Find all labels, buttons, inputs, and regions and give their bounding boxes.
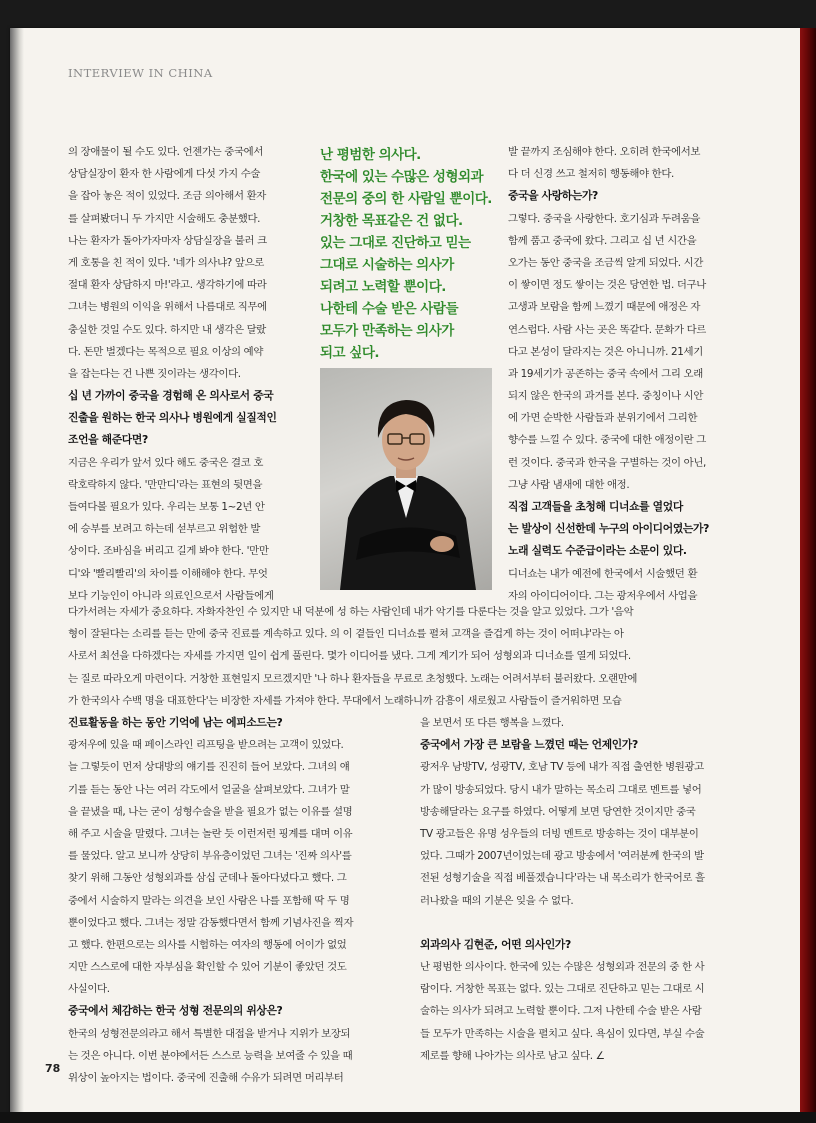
right-column-question: 직접 고객들을 초청해 디너쇼를 열었다 bbox=[508, 500, 683, 513]
left-column-line: 그녀는 병원의 이익을 위해서 나름대로 직무에 bbox=[68, 301, 267, 314]
right-lower-line: 술하는 의사가 되려고 노력할 뿐이다. 그저 나한테 수술 받은 사람 bbox=[420, 1005, 702, 1018]
adjacent-page-edge bbox=[800, 28, 816, 1123]
left-lower-line: 지만 스스로에 대한 자부심을 확인할 수 있어 기분이 좋았던 것도 bbox=[68, 961, 347, 974]
left-lower-line: 를 물었다. 알고 보니까 상당히 부유층이었던 그녀는 '진짜 의사'를 bbox=[68, 850, 352, 863]
page-number: 78 bbox=[45, 1062, 61, 1075]
right-column-line: 그렇다. 중국을 사랑한다. 호기심과 두려움을 bbox=[508, 212, 701, 225]
right-column-question: 중국을 사랑하는가? bbox=[508, 189, 598, 203]
left-column-line: 의 장애물이 될 수도 있다. 언젠가는 중국에서 bbox=[68, 146, 264, 158]
right-column-line: 디너쇼는 내가 예전에 한국에서 시술했던 환 bbox=[508, 567, 698, 580]
left-column-line: 나는 환자가 돌아가자마자 상담실장을 불러 크 bbox=[68, 234, 267, 247]
pull-quote-line: 전문의 중의 한 사람일 뿐이다. bbox=[320, 191, 492, 207]
left-lower-line: 위상이 높아지는 법이다. 중국에 진출해 수유가 되려면 머리부터 bbox=[68, 1072, 344, 1084]
right-column-lower bbox=[420, 712, 760, 1067]
right-lower-question: 중국에서 가장 큰 보람을 느꼈던 때는 언제인가? bbox=[420, 738, 638, 752]
right-lower-line: 난 평범한 의사이다. 한국에 있는 수많은 성형외과 전문의 중 한 사 bbox=[420, 961, 705, 974]
left-column-line: 락호락하지 않다. '만만디'라는 표현의 뒷면을 bbox=[68, 478, 263, 491]
pull-quote-line: 모두가 만족하는 의사가 bbox=[320, 323, 454, 339]
binding-shadow bbox=[10, 28, 24, 1118]
right-column-question: 노래 실력도 수준급이라는 소문이 있다. bbox=[508, 544, 687, 558]
left-column-line: 디'와 '빨리빨리'의 차이를 이해해야 한다. 무엇 bbox=[68, 567, 268, 580]
right-column-line: 에 가면 순박한 사람들과 분위기에서 그리한 bbox=[508, 412, 698, 425]
left-lower-line: 는 것은 아니다. 이번 분야에서든 스스로 능력을 보여줄 수 있을 때 bbox=[68, 1049, 353, 1062]
pull-quote-line: 난 평범한 의사다. bbox=[320, 147, 421, 163]
left-lower-line: 찾기 위해 그동안 성형외과를 삼십 군데나 돌아다녔다고 했다. 그 bbox=[68, 872, 347, 885]
right-column-line: 발 끝까지 조심해야 한다. 오히려 한국에서보 bbox=[508, 146, 701, 158]
wide-block-line: 사로서 최선을 다하겠다는 자세를 가지면 일이 쉽게 풀린다. 몇가 이디어를 냈다. 그게 계기가 되어 성형외과 디너쇼를 열게 되었다. bbox=[68, 650, 631, 663]
pull-quote-line: 한국에 있는 수많은 성형외과 bbox=[320, 169, 484, 185]
left-column-line: 지금은 우리가 앞서 있다 해도 중국은 결코 호 bbox=[68, 456, 264, 469]
right-lower-line: 제로를 향해 나아가는 의사로 남고 싶다. ∠ bbox=[420, 1049, 605, 1062]
right-column-line: 함께 품고 중국에 왔다. 그리고 십 년 시간을 bbox=[508, 234, 697, 247]
wide-block-line: 가 한국의사 수백 명을 대표한다'는 비장한 자세를 가져야 한다. 무대에서 노래하니까 감흥이 새로웠고 사람들이 즐거워하면 모습 bbox=[68, 694, 622, 707]
left-lower-line: 을 끝냈을 때, 나는 굳이 성형수술을 받을 필요가 없는 이유를 설명 bbox=[68, 805, 353, 818]
interviewee-photo bbox=[320, 368, 492, 590]
left-column-line: 절대 환자 상담하지 마!'라고. 생각하기에 따라 bbox=[68, 279, 267, 292]
wide-block-line: 형이 잘된다는 소리를 듣는 만에 중국 진료를 계속하고 있다. 의 이 곁들인 디너쇼를 펼쳐 고객을 즐겁게 하는 것이 어떠냐'라는 아 bbox=[68, 628, 624, 641]
wide-block bbox=[68, 601, 748, 712]
left-lower-line: 광저우에 있을 때 페이스라인 리프팅을 받으려는 고객이 있었다. bbox=[68, 739, 344, 752]
left-lower-line: 고 했다. 한편으로는 의사를 시험하는 여자의 행동에 어이가 없었 bbox=[68, 938, 347, 951]
left-column-question: 조언을 해준다면? bbox=[68, 433, 148, 447]
pull-quote bbox=[320, 144, 510, 364]
pull-quote-line: 나한테 수술 받은 사람들 bbox=[320, 301, 459, 317]
left-column-line: 보다 기능인이 아니라 의료인으로서 사람들에게 bbox=[68, 589, 274, 602]
left-lower-line: 기를 듣는 동안 나는 여러 각도에서 얼굴을 살펴보았다. 그녀가 말 bbox=[68, 783, 350, 796]
right-lower-line: 을 보면서 또 다른 행복을 느꼈다. bbox=[420, 717, 564, 729]
pull-quote-line: 있는 그대로 진단하고 믿는 bbox=[320, 235, 471, 251]
right-column-line: 런 것이다. 중국과 한국을 구별하는 것이 아닌, bbox=[508, 456, 706, 469]
right-column-line: 향수를 느낄 수 있다. 중국에 대한 애정이란 그 bbox=[508, 434, 706, 447]
left-column-line: 상담실장이 환자 한 사람에게 다섯 가지 수술 bbox=[68, 168, 261, 181]
right-column-line: 고생과 보람을 함께 느꼈기 때문에 애정은 자 bbox=[508, 301, 701, 314]
pull-quote-line: 그대로 시술하는 의사가 bbox=[320, 257, 454, 273]
right-column-line: 연스럽다. 사람 사는 곳은 똑같다. 문화가 다르 bbox=[508, 323, 706, 336]
magazine-page bbox=[10, 28, 800, 1118]
left-column-line: 상이다. 조바심을 버리고 길게 봐야 한다. '만만 bbox=[68, 545, 269, 558]
section-header: INTERVIEW IN CHINA bbox=[68, 66, 213, 80]
right-lower-line: 람이다. 거창한 목표는 없다. 있는 그대로 진단하고 믿는 그대로 시 bbox=[420, 983, 705, 996]
left-lower-question: 진료활동을 하는 동안 기억에 남는 에피소드는? bbox=[68, 716, 283, 729]
right-lower-line: 었다. 그때가 2007년이었는데 광고 방송에서 '여러분께 한국의 발 bbox=[420, 850, 704, 863]
pull-quote-line: 되려고 노력할 뿐이다. bbox=[320, 279, 446, 295]
right-lower-question: 외과의사 김현준, 어떤 의사인가? bbox=[420, 937, 571, 951]
left-column-line: 을 잡는다는 건 나쁜 짓이라는 생각이다. bbox=[68, 367, 241, 380]
left-lower-question: 중국에서 체감하는 한국 성형 전문의의 위상은? bbox=[68, 1004, 283, 1018]
right-column bbox=[508, 141, 788, 607]
left-lower-line: 해 주고 시술을 말렸다. 그녀는 놀란 듯 이런저런 핑계를 대며 이유 bbox=[68, 827, 353, 840]
pull-quote-line: 거창한 목표같은 건 없다. bbox=[320, 213, 463, 229]
wide-block-line: 다가서려는 자세가 중요하다. 자화자찬인 수 있지만 내 덕분에 성 하는 사람인데 내가 악기를 다룬다는 것을 알고 있었다. 그가 '음악 bbox=[68, 606, 634, 618]
left-column-line: 를 살펴봤더니 두 가지만 시술해도 충분했다. bbox=[68, 212, 261, 225]
portrait-illustration bbox=[320, 368, 492, 590]
right-lower-line: 가 많이 방송되었다. 당시 내가 말하는 목소리 그대로 멘트를 넣어 bbox=[420, 783, 702, 796]
right-column-line: 이 쌓이면 정도 쌓이는 것은 당연한 법. 더구나 bbox=[508, 279, 706, 292]
left-lower-line: 뿐이었다고 했다. 그녀는 정말 감동했다면서 함께 기념사진을 찍자 bbox=[68, 916, 354, 929]
right-column-line: 오가는 동안 중국을 조금씩 알게 되었다. 시간 bbox=[508, 256, 704, 269]
left-column-lower bbox=[68, 712, 408, 1089]
pull-quote-line: 되고 싶다. bbox=[320, 345, 379, 361]
right-lower-line: TV 광고들은 유명 성우들의 더빙 멘트로 방송하는 것이 대부분이 bbox=[420, 827, 699, 840]
left-column-question: 진출을 원하는 한국 의사나 병원에게 실질적인 bbox=[68, 411, 277, 425]
right-column-line: 되지 않은 한국의 과거를 본다. 중칭이나 시안 bbox=[508, 390, 704, 403]
left-lower-line: 한국의 성형전문의라고 해서 특별한 대접을 받거나 지위가 보장되 bbox=[68, 1027, 351, 1040]
left-column-line: 에 승부를 보려고 하는데 섣부르고 위험한 발 bbox=[68, 523, 261, 536]
right-lower-line bbox=[420, 912, 760, 934]
right-lower-line: 러나왔을 때의 기분은 잊을 수 없다. bbox=[420, 894, 574, 907]
scan-bottom-edge bbox=[0, 1112, 816, 1123]
right-column-line: 과 19세기가 공존하는 중국 속에서 그리 오래 bbox=[508, 367, 703, 380]
left-lower-line: 사실이다. bbox=[68, 983, 110, 996]
wide-block-line: 는 질로 따라오게 마련이다. 거창한 표현일지 모르겠지만 '나 하나 환자들을 무료로 초청했다. 노래는 어려서부터 불러왔다. 오랜만에 bbox=[68, 672, 638, 685]
left-column-line: 게 호통을 친 적이 있다. '네가 의사냐? 앞으로 bbox=[68, 256, 264, 269]
left-column-question: 십 년 가까이 중국을 경험해 온 의사로서 중국 bbox=[68, 389, 274, 403]
right-column-line: 다 더 신경 쓰고 철저히 행동해야 한다. bbox=[508, 168, 674, 181]
left-column-line: 다. 돈만 벌겠다는 목적으로 필요 이상의 예약 bbox=[68, 345, 264, 358]
right-lower-line: 들 모두가 만족하는 시술을 펼치고 싶다. 욕심이 있다면, 부실 수술 bbox=[420, 1027, 705, 1040]
right-lower-line: 전된 성형기술을 직접 베풀겠습니다'라는 내 목소리가 한국어로 흘 bbox=[420, 872, 705, 885]
right-lower-line: 광저우 남방TV, 성광TV, 호남 TV 등에 내가 직접 출연한 병원광고 bbox=[420, 761, 704, 774]
right-column-question: 는 발상이 신선한데 누구의 아이디어였는가? bbox=[508, 522, 709, 536]
left-lower-line: 중에서 시술하지 말라는 의견을 보인 사람은 나를 포함해 딱 두 명 bbox=[68, 894, 350, 907]
right-lower-line: 방송해달라는 요구를 하였다. 어떻게 보면 당연한 것이지만 중국 bbox=[420, 805, 696, 818]
right-column-line: 그냥 사람 냄새에 대한 애정. bbox=[508, 478, 630, 491]
right-column-line: 자의 아이디어이다. 그는 광저우에서 사업을 bbox=[508, 589, 698, 602]
left-lower-line: 늘 그렇듯이 먼저 상대방의 얘기를 진진히 들어 보았다. 그녀의 얘 bbox=[68, 761, 350, 774]
left-column-line: 충실한 것일 수도 있다. 하지만 내 생각은 달랐 bbox=[68, 323, 266, 336]
right-column-line: 다고 본성이 달라지는 것은 아니니까. 21세기 bbox=[508, 345, 703, 358]
left-column-line: 들여다볼 필요가 있다. 우리는 보통 1~2년 안 bbox=[68, 501, 265, 513]
left-column-line: 을 잡아 놓은 적이 있었다. 조금 의아해서 환자 bbox=[68, 190, 266, 203]
